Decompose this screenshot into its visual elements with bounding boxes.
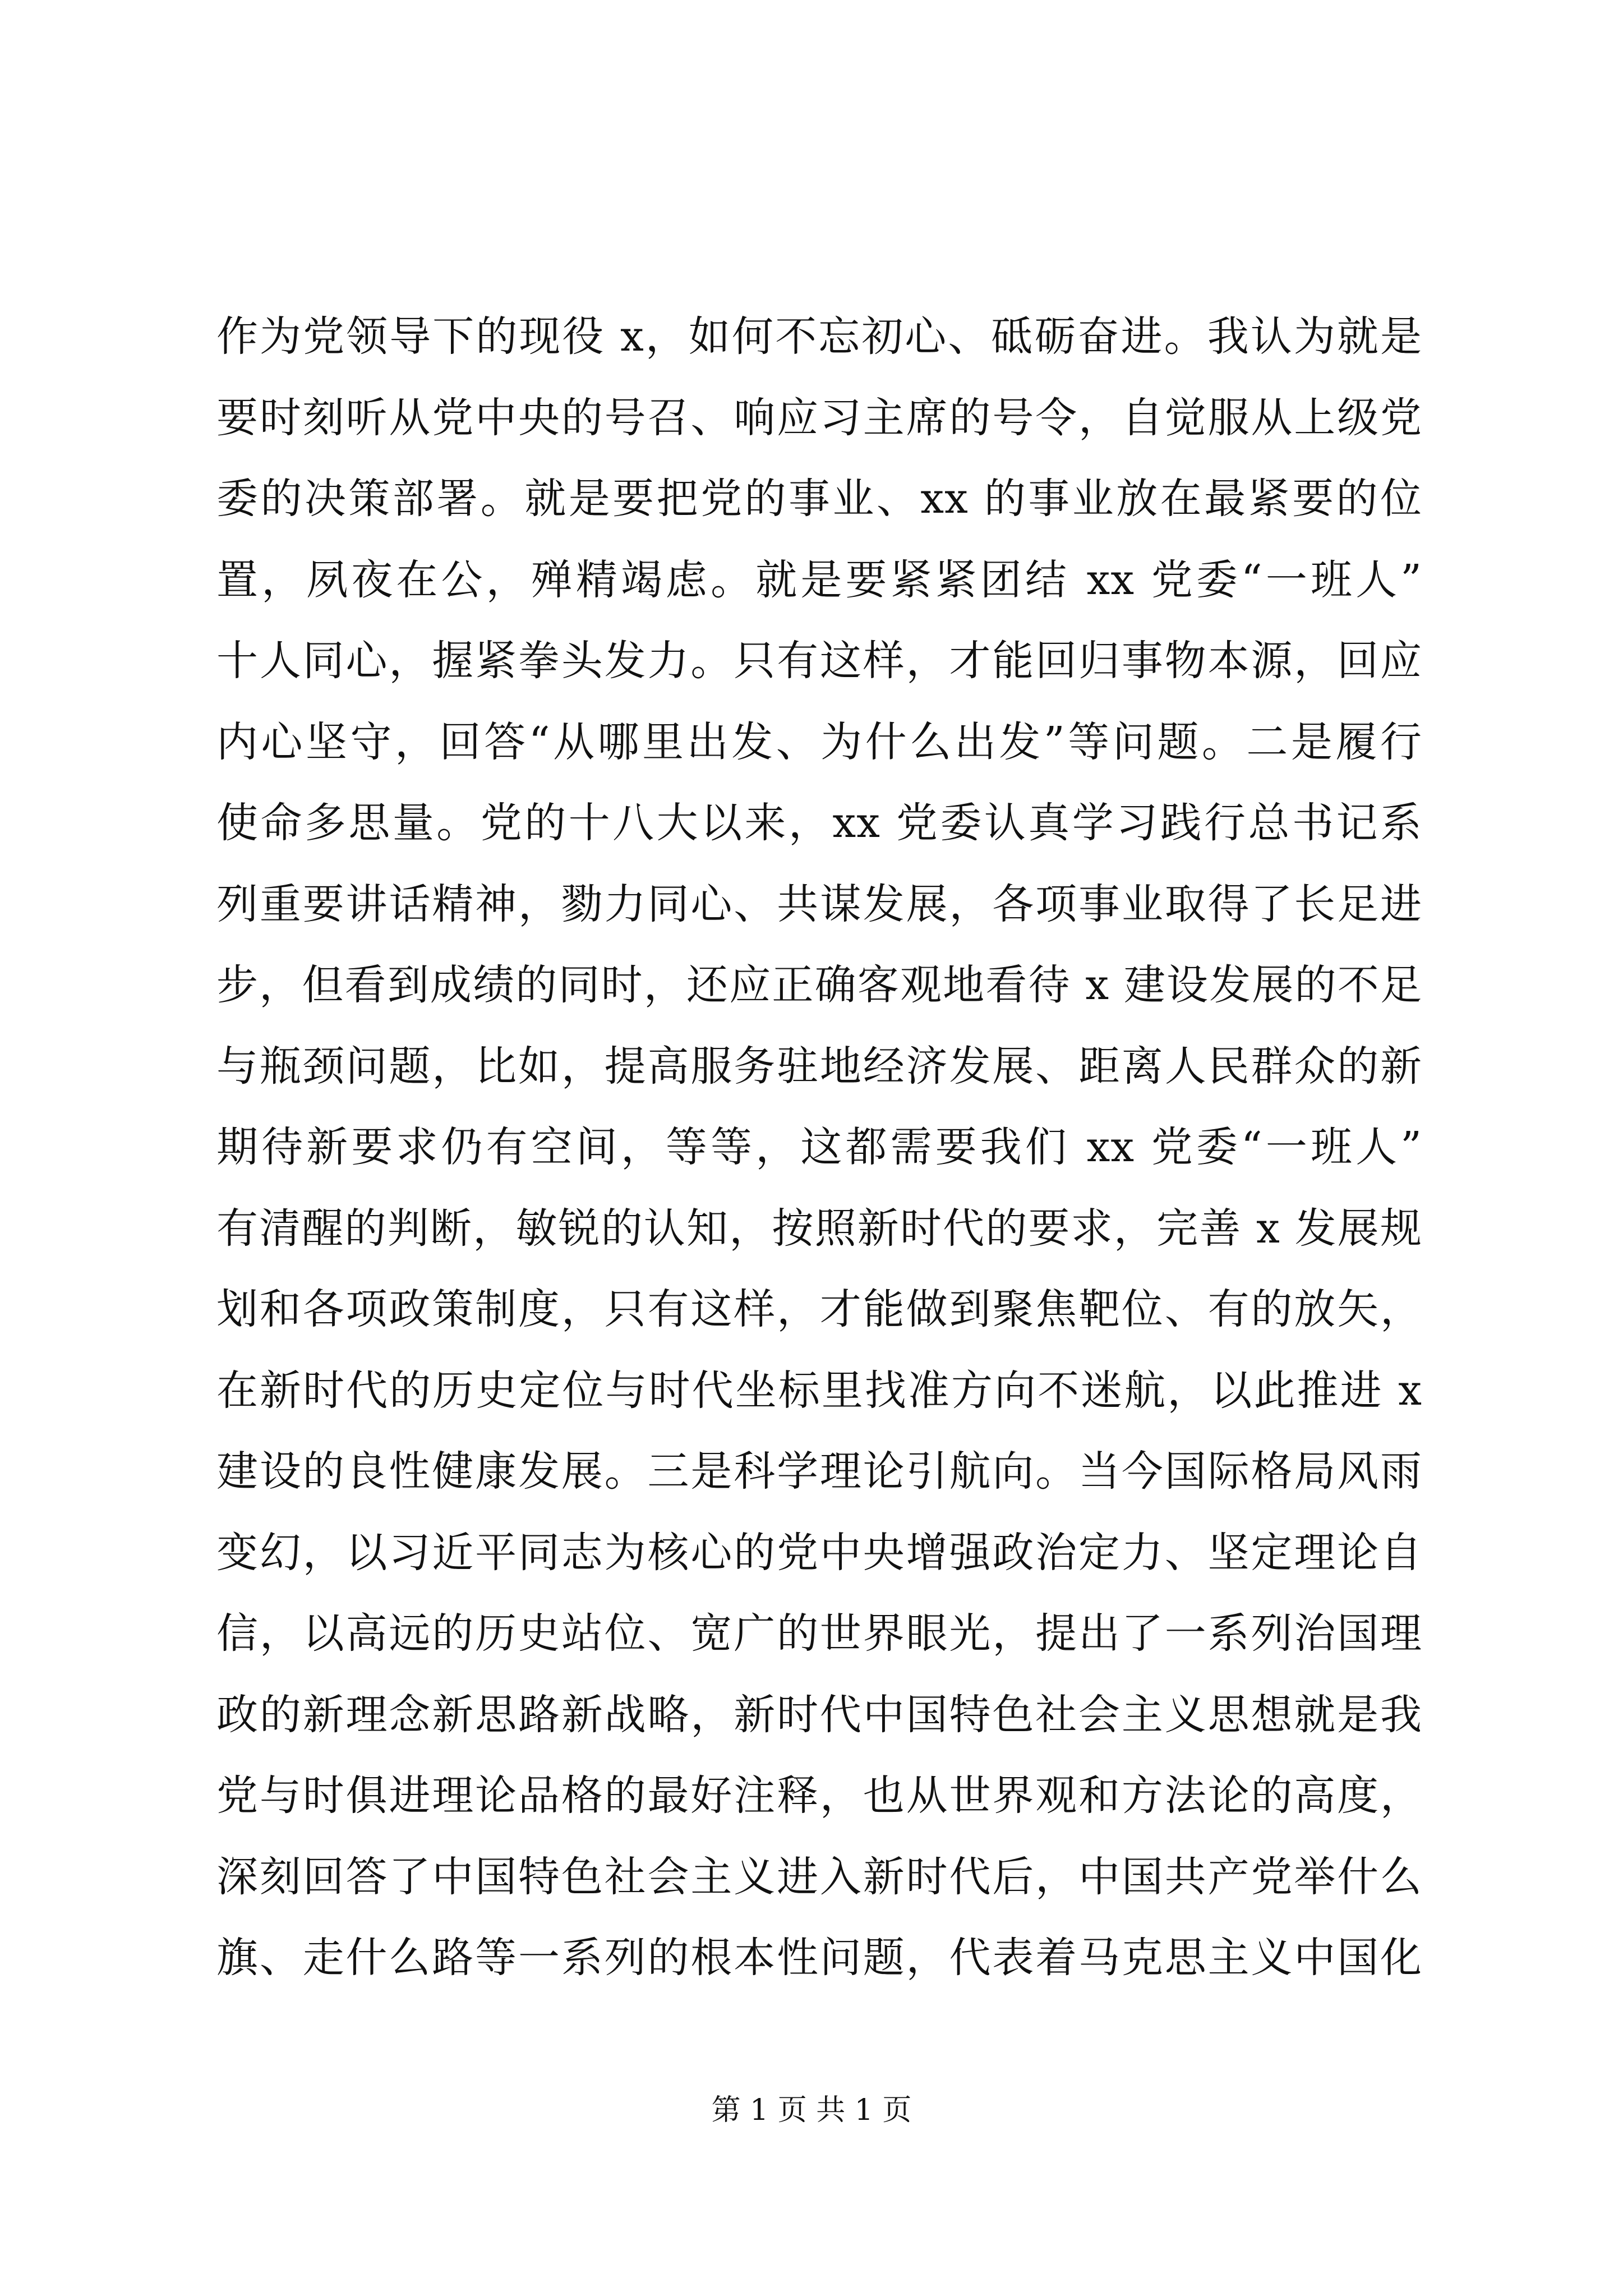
text-line: 有清醒的判断，敏锐的认知，按照新时代的要求，完善 x 发展规: [216, 1204, 1422, 1253]
text-line: 信，以高远的历史站位、宽广的世界眼光，提出了一系列治国理: [216, 1609, 1422, 1658]
text-line: 内心坚守，回答“从哪里出发、为什么出发”等问题。二是履行: [216, 717, 1422, 766]
text-line: 党与时俱进理论品格的最好注释，也从世界观和方法论的高度，: [216, 1772, 1422, 1820]
text-line: 使命多思量。党的十八大以来，xx 党委认真学习践行总书记系: [216, 799, 1422, 847]
text-line: 政的新理念新思路新战略，新时代中国特色社会主义思想就是我: [216, 1690, 1422, 1739]
text-line: 深刻回答了中国特色社会主义进入新时代后，中国共产党举什么: [216, 1852, 1422, 1901]
text-line: 列重要讲话精神，勠力同心、共谋发展，各项事业取得了长足进: [216, 880, 1422, 928]
page-footer: 第 1 页 共 1 页: [711, 2093, 912, 2127]
text-line: 作为党领导下的现役 x，如何不忘初心、砥砺奋进。我认为就是: [216, 312, 1422, 361]
text-line: 置，夙夜在公，殚精竭虑。就是要紧紧团结 xx 党委“一班人”: [216, 555, 1422, 604]
body-text: [216, 296, 1422, 1999]
text-line: 要时刻听从党中央的号召、响应习主席的号令，自觉服从上级党: [216, 393, 1422, 442]
text-line: 旗、走什么路等一系列的根本性问题，代表着马克思主义中国化: [216, 1934, 1422, 1982]
text-line: 步，但看到成绩的同时，还应正确客观地看待 x 建设发展的不足: [216, 961, 1422, 1009]
text-line: 变幻，以习近平同志为核心的党中央增强政治定力、坚定理论自: [216, 1528, 1422, 1577]
text-line: 在新时代的历史定位与时代坐标里找准方向不迷航，以此推进 x: [216, 1366, 1422, 1415]
text-line: 划和各项政策制度，只有这样，才能做到聚焦靶位、有的放矢，: [216, 1285, 1422, 1333]
text-line: 建设的良性健康发展。三是科学理论引航向。当今国际格局风雨: [216, 1447, 1422, 1496]
text-line: 十人同心，握紧拳头发力。只有这样，才能回归事物本源，回应: [216, 637, 1422, 685]
text-line: 委的决策部署。就是要把党的事业、xx 的事业放在最紧要的位: [216, 475, 1422, 523]
text-line: 期待新要求仍有空间，等等，这都需要我们 xx 党委“一班人”: [216, 1123, 1422, 1171]
text-line: 与瓶颈问题，比如，提高服务驻地经济发展、距离人民群众的新: [216, 1042, 1422, 1091]
